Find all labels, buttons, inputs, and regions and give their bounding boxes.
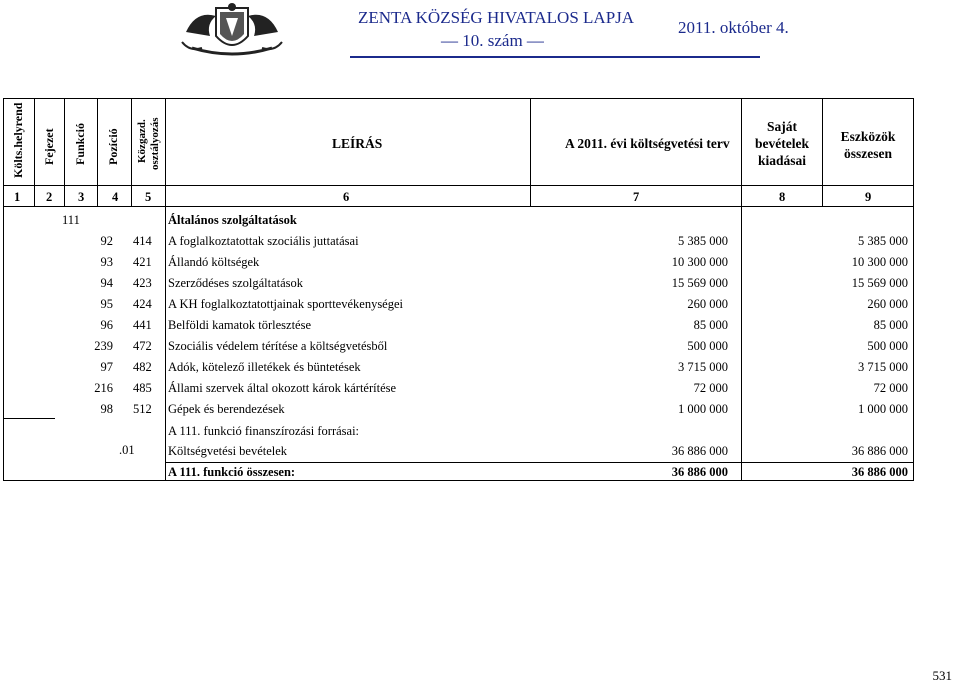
header-cost-center: Költs.helyrend xyxy=(11,102,25,178)
row-plan: 85 000 xyxy=(693,318,728,332)
row-position: 92 xyxy=(100,234,113,248)
row-plan: 3 715 000 xyxy=(678,360,728,374)
section-code: 111 xyxy=(62,213,80,227)
row-description: Szerződéses szolgáltatások xyxy=(168,276,304,290)
page-number: 531 xyxy=(932,668,952,683)
funding-plan: 36 886 000 xyxy=(671,444,728,458)
summary-plan: 36 886 000 xyxy=(671,465,728,479)
header-total xyxy=(823,128,913,162)
row-description: A KH foglalkoztatottjainak sporttevékenységei xyxy=(168,297,404,311)
issue-number: — 10. szám — xyxy=(441,31,544,50)
header-econ-2: osztályozás xyxy=(149,117,161,170)
header-chapter: Fejezet xyxy=(42,128,56,165)
row-total: 15 569 000 xyxy=(851,276,908,290)
row-econ-code: 485 xyxy=(133,381,152,395)
summary-label: A 111. funkció összesen: xyxy=(168,465,296,479)
row-econ-code: 441 xyxy=(133,318,152,332)
colnum: 1 xyxy=(14,190,21,204)
coat-of-arms-icon xyxy=(176,2,288,58)
col-divider xyxy=(64,98,65,207)
row-econ-code: 423 xyxy=(133,276,152,290)
colnum: 3 xyxy=(78,190,85,204)
col-divider xyxy=(97,98,98,207)
summary-total: 36 886 000 xyxy=(851,465,908,479)
row-description: Belföldi kamatok törlesztése xyxy=(168,318,312,332)
col-divider xyxy=(530,98,531,207)
funding-total: 36 886 000 xyxy=(851,444,908,458)
row-total: 5 385 000 xyxy=(858,234,908,248)
header-function: Funkció xyxy=(73,122,87,165)
row-total: 10 300 000 xyxy=(851,255,908,269)
row-position: 216 xyxy=(94,381,113,395)
col-divider xyxy=(34,98,35,207)
row-plan: 5 385 000 xyxy=(678,234,728,248)
row-econ-code: 414 xyxy=(133,234,152,248)
header-plan: A 2011. évi költségvetési terv xyxy=(565,136,730,151)
row-total: 72 000 xyxy=(873,381,908,395)
summary-top-border xyxy=(165,462,914,463)
row-position: 93 xyxy=(100,255,113,269)
section-title: Általános szolgáltatások xyxy=(168,213,297,227)
row-plan: 72 000 xyxy=(693,381,728,395)
row-total: 1 000 000 xyxy=(858,402,908,416)
header-rule xyxy=(350,56,760,58)
row-plan: 1 000 000 xyxy=(678,402,728,416)
header-total-line: Eszközök xyxy=(840,129,896,144)
row-econ-code: 424 xyxy=(133,297,152,311)
row-total: 3 715 000 xyxy=(858,360,908,374)
row-position: 96 xyxy=(100,318,113,332)
row-plan: 260 000 xyxy=(687,297,728,311)
row-econ-code: 512 xyxy=(133,402,152,416)
colnum: 7 xyxy=(633,190,640,204)
colnum: 9 xyxy=(865,190,872,204)
row-description: Állandó költségek xyxy=(168,255,260,269)
header-description: LEÍRÁS xyxy=(332,136,383,151)
row-plan: 15 569 000 xyxy=(671,276,728,290)
funding-heading: A 111. funkció finanszírozási forrásai: xyxy=(168,424,360,438)
row-econ-code: 421 xyxy=(133,255,152,269)
row-econ-code: 482 xyxy=(133,360,152,374)
left-partial-rule xyxy=(3,418,55,419)
row-plan: 10 300 000 xyxy=(671,255,728,269)
row-position: 94 xyxy=(100,276,113,290)
publication-title: ZENTA KÖZSÉG HIVATALOS LAPJA xyxy=(358,8,635,27)
header-total-line: összesen xyxy=(844,146,892,161)
colnum: 2 xyxy=(46,190,53,204)
colnum: 5 xyxy=(145,190,152,204)
table-right-border xyxy=(913,98,914,481)
header-own-revenue xyxy=(742,118,822,169)
row-position: 239 xyxy=(94,339,113,353)
colnum-bottom-border xyxy=(3,206,914,207)
row-total: 500 000 xyxy=(867,339,908,353)
colnum: 4 xyxy=(112,190,119,204)
header-own-line: kiadásai xyxy=(757,153,807,168)
row-description: Gépek és berendezések xyxy=(168,402,285,416)
header-bottom-border xyxy=(3,185,914,186)
row-total: 260 000 xyxy=(867,297,908,311)
row-description: Állami szervek által okozott károk kártérítése xyxy=(168,381,397,395)
row-position: 97 xyxy=(100,360,113,374)
table-bottom-border xyxy=(3,480,914,481)
table-left-border xyxy=(3,98,4,481)
row-description: A foglalkoztatottak szociális juttatásai xyxy=(168,234,359,248)
row-plan: 500 000 xyxy=(687,339,728,353)
row-position: 98 xyxy=(100,402,113,416)
row-position: 95 xyxy=(100,297,113,311)
header-own-line: Saját xyxy=(767,119,797,134)
header-position: Pozíció xyxy=(106,128,120,165)
row-description: Szociális védelem térítése a költségvetésből xyxy=(168,339,388,353)
funding-code: .01 xyxy=(119,443,135,457)
issue-date: 2011. október 4. xyxy=(678,18,789,37)
col-divider xyxy=(131,98,132,207)
colnum: 6 xyxy=(343,190,350,204)
row-total: 85 000 xyxy=(873,318,908,332)
row-description: Adók, kötelező illetékek és büntetések xyxy=(168,360,361,374)
col-divider xyxy=(165,98,166,481)
header-econ-1: Közgazd. xyxy=(136,119,148,163)
header-own-line: bevételek xyxy=(755,136,809,151)
colnum: 8 xyxy=(779,190,786,204)
funding-description: Költségvetési bevételek xyxy=(168,444,288,458)
table-top-border xyxy=(3,98,914,99)
row-econ-code: 472 xyxy=(133,339,152,353)
